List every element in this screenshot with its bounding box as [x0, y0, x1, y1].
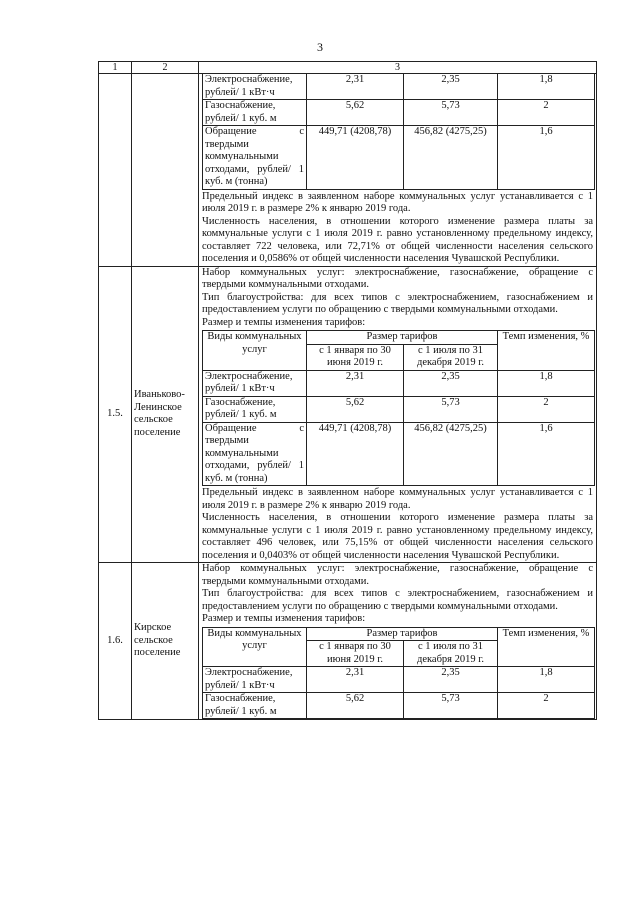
tariff-row-electricity: Электроснабжение, рублей/ 1 кВт·ч 2,31 2,35 1,8: [203, 74, 595, 100]
tariff-row-electricity: Электроснабжение, рублей/ 1 кВт·ч 2,31 2,35 1,8: [203, 667, 595, 693]
limit-index-text: Предельный индекс в заявленном наборе коммунальных услуг устанавливается с 1 июля 2019 г. в размере 2% к январю 2019 года.: [202, 487, 593, 511]
settlement-name: Иваньково-Ленинское сельское поселение: [132, 266, 199, 563]
tariff-subtable-prev: [202, 74, 595, 190]
section-row-1-6: [99, 563, 597, 720]
header-row: [99, 62, 597, 74]
col-kind: Виды коммунальных услуг: [203, 627, 307, 667]
col-period-2: с 1 июля по 31 декабря 2019 г.: [404, 344, 498, 370]
tariff-row-gas: Газоснабжение, рублей/ 1 куб. м 5,62 5,73 2: [203, 100, 595, 126]
col-size: Размер тарифов: [307, 331, 498, 345]
tariff-row-waste: Обращение с твердыми коммунальными отходами, рублей/ 1 куб. м (тонна) 449,71 (4208,78) 456,82 (4275,25) 1,6: [203, 422, 595, 486]
section-number: 1.5.: [99, 266, 132, 563]
col-period-2: с 1 июля по 31 декабря 2019 г.: [404, 641, 498, 667]
section-row-1-5: [99, 266, 597, 563]
col-rate: Темп изменения, %: [498, 627, 595, 667]
tariff-row-gas: Газоснабжение, рублей/ 1 куб. м 5,62 5,73 2: [203, 693, 595, 719]
section-number: 1.6.: [99, 563, 132, 720]
col-size: Размер тарифов: [307, 627, 498, 641]
page-number: 3: [317, 40, 323, 54]
population-text: Численность населения, в отношении которого изменение размера платы за коммунальные услуги с 1 июля 2019 г. равно установленному предельному индексу, составляет 496 человек, или 75,15% от общей численности населения сельского поселения и 0,0403% от общей численности населения Чувашской Республики.: [202, 512, 593, 561]
limit-index-text: Предельный индекс в заявленном наборе коммунальных услуг устанавливается с 1 июля 2019 г. в размере 2% к январю 2019 года.: [202, 190, 593, 214]
header-col-1: 1: [99, 62, 132, 74]
header-col-3: 3: [199, 62, 597, 74]
population-text: Численность населения, в отношении которого изменение размера платы за коммунальные услуги с 1 июля 2019 г. равно установленному предельному индексу, составляет 722 человека, или 72,71% от общей численности населения сельского поселения и 0,0586% от общей численности населения Чувашской Республики.: [202, 215, 593, 264]
improvement-type-text: Тип благоустройства: для всех типов с электроснабжением, газоснабжением и предоставлением услуги по обращению с твердыми коммунальными отходами.: [202, 588, 593, 612]
header-col-2: 2: [132, 62, 199, 74]
col-rate: Темп изменения, %: [498, 331, 595, 371]
services-set-text: Набор коммунальных услуг: электроснабжение, газоснабжение, обращение с твердыми коммунальными отходами.: [202, 563, 593, 587]
tariff-row-electricity: Электроснабжение, рублей/ 1 кВт·ч 2,31 2,35 1,8: [203, 370, 595, 396]
section-prev-row: [99, 74, 597, 267]
tariff-subtable-1-5: [202, 330, 595, 486]
tariff-header-row: [203, 331, 595, 345]
tariffs-title: Размер и темпы изменения тарифов:: [202, 316, 366, 328]
col-period-1: с 1 января по 30 июня 2019 г.: [307, 641, 404, 667]
tariff-row-gas: Газоснабжение, рублей/ 1 куб. м 5,62 5,73 2: [203, 396, 595, 422]
col-period-1: с 1 января по 30 июня 2019 г.: [307, 344, 404, 370]
tariff-header-row: [203, 627, 595, 641]
tariffs-title: Размер и темпы изменения тарифов:: [202, 613, 366, 624]
services-set-text: Набор коммунальных услуг: электроснабжение, газоснабжение, обращение с твердыми коммунальными отходами.: [202, 266, 593, 290]
settlement-name: Кирское сельское поселение: [132, 563, 199, 720]
tariff-table: [98, 61, 597, 720]
tariff-subtable-1-6: [202, 627, 595, 720]
col-kind: Виды коммунальных услуг: [203, 331, 307, 371]
improvement-type-text: Тип благоустройства: для всех типов с электроснабжением, газоснабжением и предоставлением услуги по обращению с твердыми коммунальными отходами.: [202, 291, 593, 315]
tariff-row-waste: Обращение с твердыми коммунальными отходами, рублей/ 1 куб. м (тонна) 449,71 (4208,78) 456,82 (4275,25) 1,6: [203, 126, 595, 190]
